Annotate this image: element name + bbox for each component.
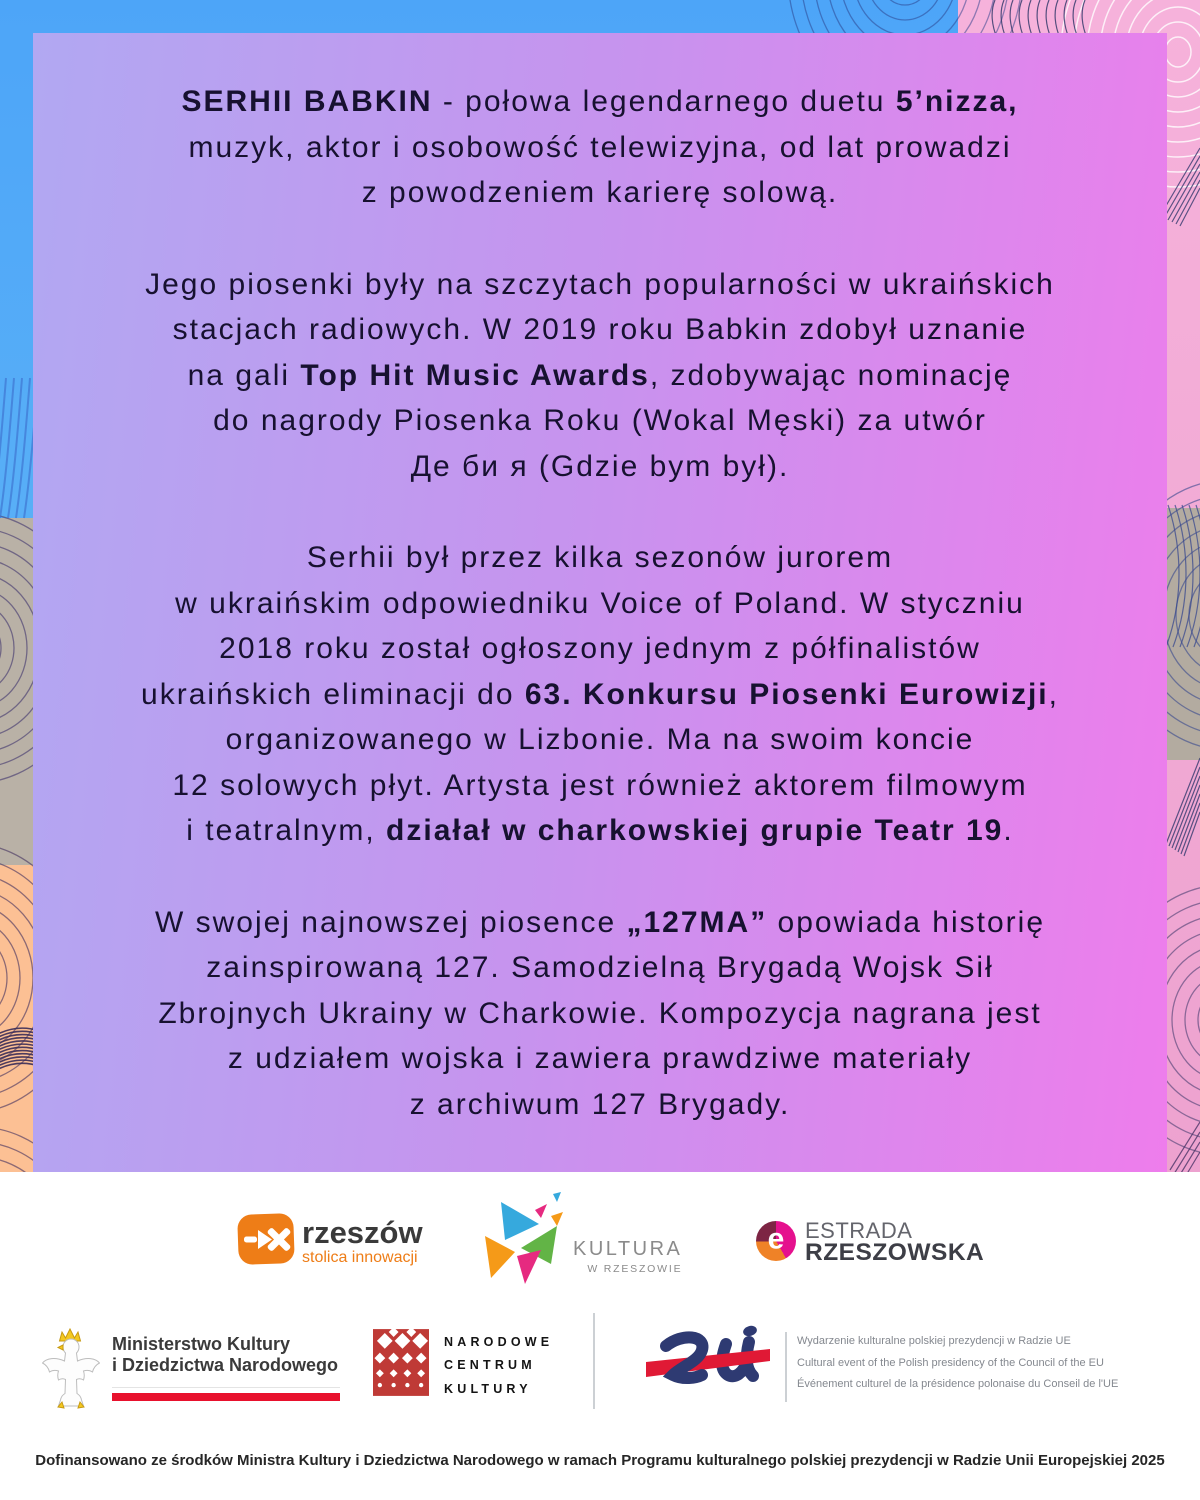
text-line: ukraińskich eliminacji do 63. Konkursu Piosenki Eurowizji,: [141, 677, 1059, 711]
kultura-logo-name: KULTURA: [573, 1238, 683, 1260]
text-line: Serhii był przez kilka sezonów jurorem: [306, 541, 894, 574]
estrada-logo-line1: ESTRADA: [805, 1218, 913, 1243]
nck-logo: [373, 1329, 553, 1401]
paragraph: [53, 262, 1147, 490]
paragraph: [53, 900, 1147, 1128]
text-line: zainspirowaną 127. Samodzielną Brygadą Wojsk Sił: [206, 951, 994, 984]
paragraph: [53, 535, 1147, 854]
text-line: w ukraińskim odpowiedniku Voice of Poland. W styczniu: [175, 586, 1025, 620]
text-line: do nagrody Piosenka Roku (Wokal Męski) za utwór: [213, 404, 987, 437]
ministry-logo-line1: Ministerstwo Kultury: [112, 1334, 291, 1354]
text-line: SERHII BABKIN - połowa legendarnego duetu 5’nizza,: [181, 85, 1019, 118]
ministry-logo-line2: i Dziedzictwa Narodowego: [112, 1355, 339, 1375]
text-line: muzyk, aktor i osobowość telewizyjna, od lat prowadzi: [188, 130, 1012, 164]
text-line: Jego piosenki były na szczytach popularności w ukraińskich: [145, 267, 1055, 301]
nck-logo-line2: CENTRUM: [444, 1358, 536, 1373]
text-line: i teatralnym, działał w charkowskiej grupie Teatr 19.: [186, 814, 1014, 847]
eu-presidency-line-en: Cultural event of the Polish presidency of the Council of the EU: [797, 1356, 1104, 1369]
rzeszow-logo-name: rzeszów: [302, 1215, 423, 1250]
kultura-pinwheel-icon: [477, 1192, 565, 1292]
kultura-logo-subtitle: W RZESZOWIE: [587, 1263, 683, 1275]
rzeszow-logo: [237, 1204, 423, 1267]
polish-eagle-icon: [42, 1324, 100, 1412]
text-line: W swojej najnowszej piosence „127MA” opowiada historię: [154, 905, 1046, 939]
nck-logo-line3: KULTURY: [444, 1381, 532, 1396]
text-line: z powodzeniem karierę solową.: [361, 176, 839, 209]
text-line: 12 solowych płyt. Artysta jest również aktorem filmowym: [172, 768, 1028, 802]
text-line: 2018 roku został ogłoszony jednym z półfinalistów: [219, 632, 981, 665]
text-line: na gali Top Hit Music Awards, zdobywając nominację: [187, 358, 1013, 392]
nck-logo-line1: NARODOWE: [444, 1335, 554, 1349]
text-line: organizowanego w Lizbonie. Ma na swoim koncie: [225, 723, 975, 756]
eu-presidency-text: [797, 1331, 1118, 1396]
logos-section: [0, 1172, 1200, 1500]
text-line: Де би я (Gdzie bym był).: [410, 449, 790, 483]
polish-flag-bar: [112, 1387, 340, 1401]
text-panel: [33, 33, 1167, 1172]
text-line: z udziałem wojska i zawiera prawdziwe materiały: [227, 1042, 973, 1075]
text-line: Zbrojnych Ukrainy w Charkowie. Kompozycja nagrana jest: [158, 996, 1042, 1030]
eu-presidency-mark-icon: [646, 1322, 770, 1398]
vertical-divider: [593, 1313, 595, 1409]
estrada-e-icon: e: [756, 1221, 796, 1261]
estrada-logo-line2: RZESZOWSKA: [805, 1239, 985, 1266]
eu-presidency-line-fr: Événement culturel de la présidence polonaise du Conseil de l'UE: [797, 1378, 1119, 1391]
text-line: z archiwum 127 Brygady.: [409, 1087, 791, 1121]
estrada-logo: [756, 1220, 984, 1264]
kultura-logo: [477, 1192, 682, 1292]
vertical-divider: [785, 1332, 787, 1402]
funding-credit-text: Dofinansowano ze środków Ministra Kultury i Dziedzictwa Narodowego w ramach Programu kulturalnego polskiej prezydencji w Radzie Unii Europejskiej 2025: [35, 1452, 1165, 1469]
poster-text: [33, 33, 1167, 1127]
text-line: stacjach radiowych. W 2019 roku Babkin zdobył uznanie: [172, 313, 1028, 346]
rzeszow-star-icon: [237, 1213, 295, 1267]
eu-presidency-line-pl: Wydarzenie kulturalne polskiej prezydencji w Radzie UE: [797, 1335, 1071, 1347]
ministry-logo: [42, 1324, 340, 1412]
paragraph: [53, 79, 1147, 216]
nck-crown-icon: [373, 1329, 429, 1396]
rzeszow-logo-tagline: stolica innowacji: [302, 1249, 418, 1266]
